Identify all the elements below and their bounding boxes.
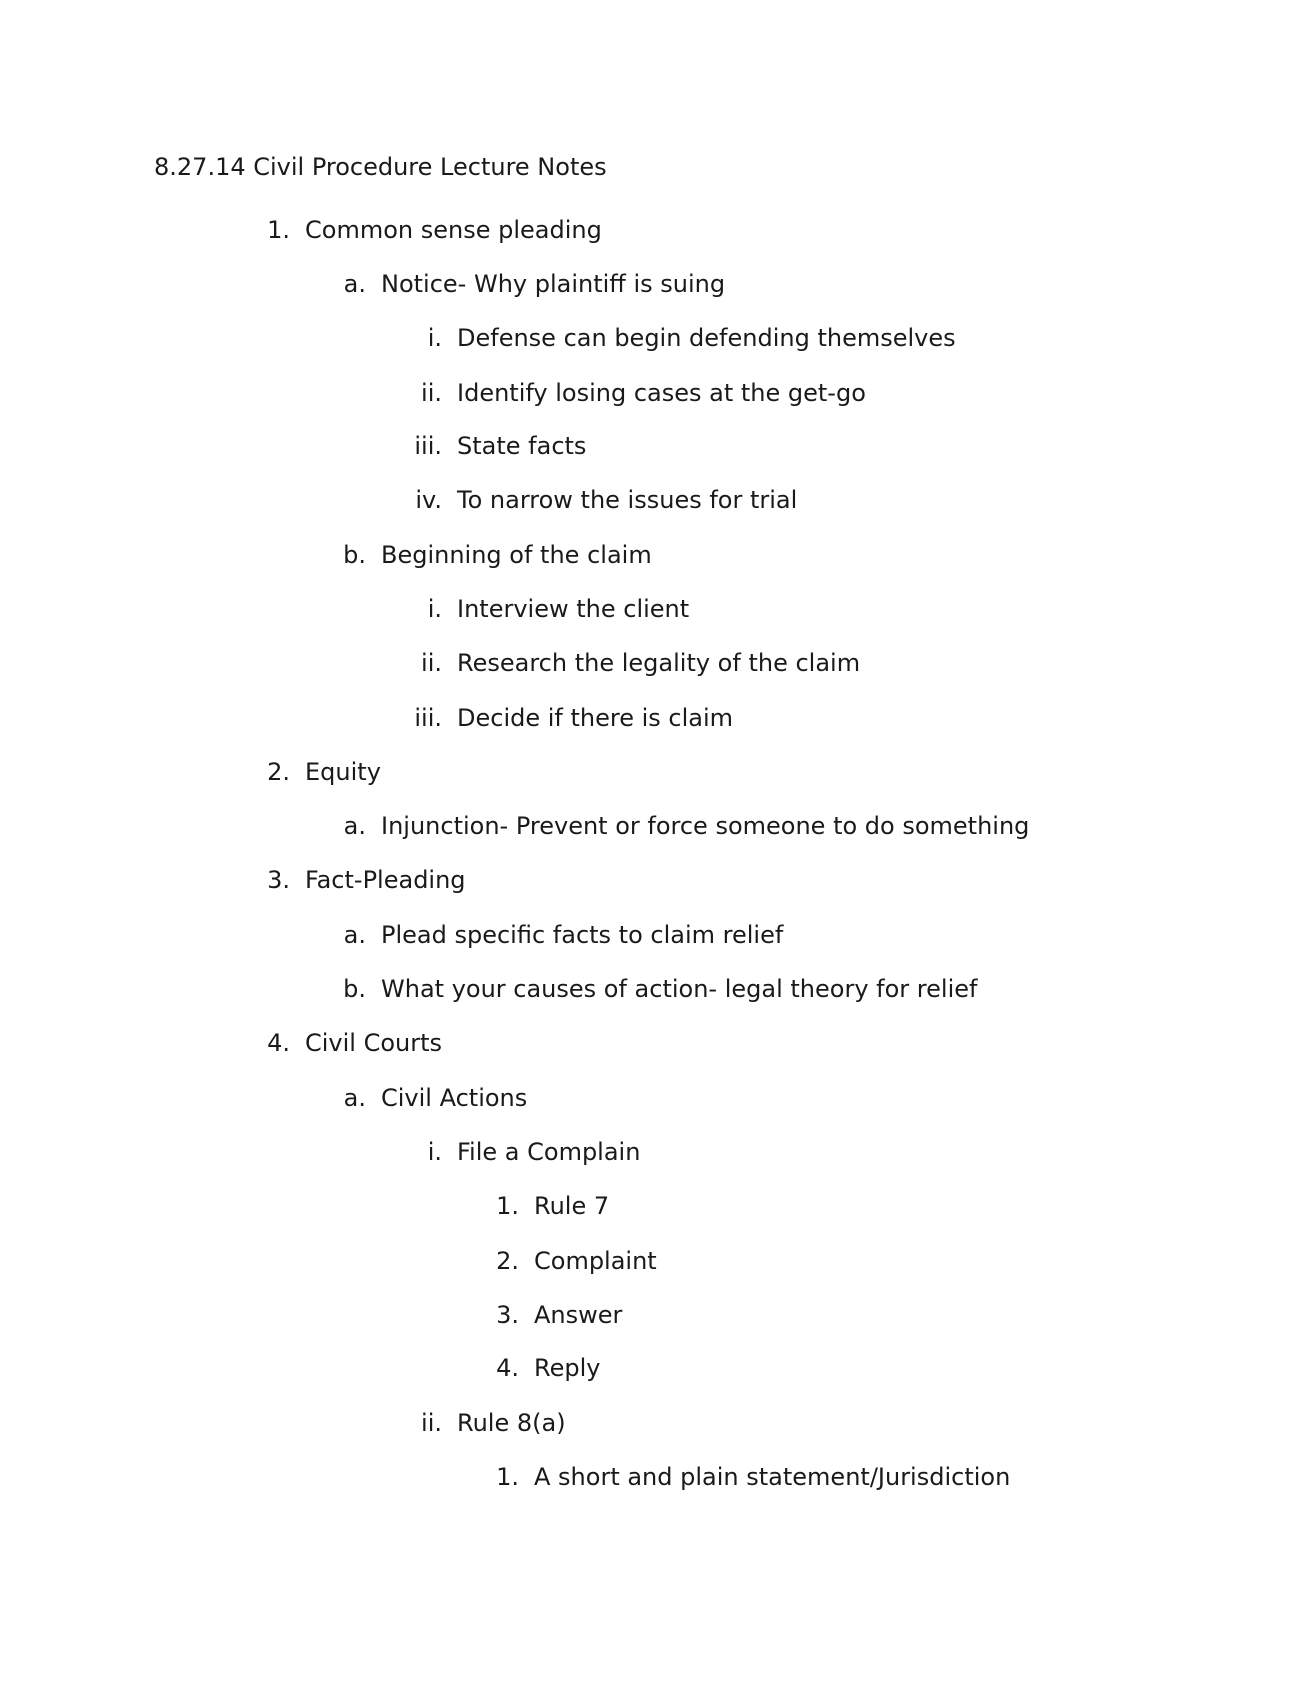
- outline-marker: iii.: [414, 704, 442, 732]
- outline-text: Civil Courts: [305, 1029, 443, 1057]
- outline-item: [0, 378, 1306, 408]
- outline-item: [0, 920, 1306, 950]
- outline-text: Civil Actions: [381, 1084, 528, 1112]
- outline-item: [0, 1028, 1306, 1058]
- outline-item: [0, 865, 1306, 895]
- outline-marker: iii.: [414, 432, 442, 460]
- outline-text: Complaint: [534, 1247, 657, 1275]
- outline-item: [0, 431, 1306, 461]
- outline-item: [0, 703, 1306, 733]
- outline-item: [0, 648, 1306, 678]
- outline-marker: b.: [343, 975, 366, 1003]
- outline-text: Rule 7: [534, 1192, 610, 1220]
- outline-marker: b.: [343, 541, 366, 569]
- outline-item: [0, 1191, 1306, 1221]
- outline-marker: a.: [343, 812, 366, 840]
- outline-text: Identify losing cases at the get-go: [457, 379, 866, 407]
- outline-marker: ii.: [421, 649, 442, 677]
- outline-text: Interview the client: [457, 595, 690, 623]
- outline-item: [0, 1246, 1306, 1276]
- outline-text: Equity: [305, 758, 381, 786]
- outline-item: [0, 485, 1306, 515]
- outline-text: Injunction- Prevent or force someone to do something: [381, 812, 1030, 840]
- outline-text: A short and plain statement/Jurisdiction: [534, 1463, 1011, 1491]
- outline-text: Research the legality of the claim: [457, 649, 861, 677]
- outline-marker: a.: [343, 270, 366, 298]
- outline-text: Defense can begin defending themselves: [457, 324, 956, 352]
- outline-item: [0, 974, 1306, 1004]
- outline-item: [0, 269, 1306, 299]
- outline-text: State facts: [457, 432, 587, 460]
- outline-item: [0, 1462, 1306, 1492]
- outline-marker: 2.: [496, 1247, 519, 1275]
- outline-text: Decide if there is claim: [457, 704, 734, 732]
- outline-item: [0, 594, 1306, 624]
- outline-item: [0, 1083, 1306, 1113]
- outline-marker: 2.: [267, 758, 290, 786]
- outline-marker: 3.: [496, 1301, 519, 1329]
- outline-marker: 1.: [496, 1192, 519, 1220]
- outline-marker: i.: [427, 324, 442, 352]
- outline-item: [0, 1353, 1306, 1383]
- outline-item: [0, 757, 1306, 787]
- outline-text: Fact-Pleading: [305, 866, 466, 894]
- outline-item: [0, 323, 1306, 353]
- outline-marker: a.: [343, 1084, 366, 1112]
- outline-marker: ii.: [421, 1409, 442, 1437]
- outline-marker: 3.: [267, 866, 290, 894]
- outline-marker: i.: [427, 595, 442, 623]
- outline-text: Beginning of the claim: [381, 541, 652, 569]
- outline-text: Notice- Why plaintiff is suing: [381, 270, 726, 298]
- outline-text: Common sense pleading: [305, 216, 602, 244]
- outline-marker: 1.: [496, 1463, 519, 1491]
- outline-text: Plead specific facts to claim relief: [381, 921, 784, 949]
- outline-marker: iv.: [415, 486, 442, 514]
- outline-text: What your causes of action- legal theory for relief: [381, 975, 978, 1003]
- outline-marker: 1.: [267, 216, 290, 244]
- outline-item: [0, 1137, 1306, 1167]
- outline-text: Rule 8(a): [457, 1409, 566, 1437]
- outline-marker: a.: [343, 921, 366, 949]
- outline-marker: ii.: [421, 379, 442, 407]
- document-title: 8.27.14 Civil Procedure Lecture Notes: [154, 153, 607, 181]
- outline-item: [0, 215, 1306, 245]
- outline-marker: 4.: [496, 1354, 519, 1382]
- outline-text: File a Complain: [457, 1138, 641, 1166]
- outline-item: [0, 540, 1306, 570]
- outline-item: [0, 811, 1306, 841]
- outline-marker: i.: [427, 1138, 442, 1166]
- outline-text: Reply: [534, 1354, 601, 1382]
- outline-marker: 4.: [267, 1029, 290, 1057]
- outline-text: Answer: [534, 1301, 623, 1329]
- outline-item: [0, 1300, 1306, 1330]
- outline-item: [0, 1408, 1306, 1438]
- outline-text: To narrow the issues for trial: [457, 486, 798, 514]
